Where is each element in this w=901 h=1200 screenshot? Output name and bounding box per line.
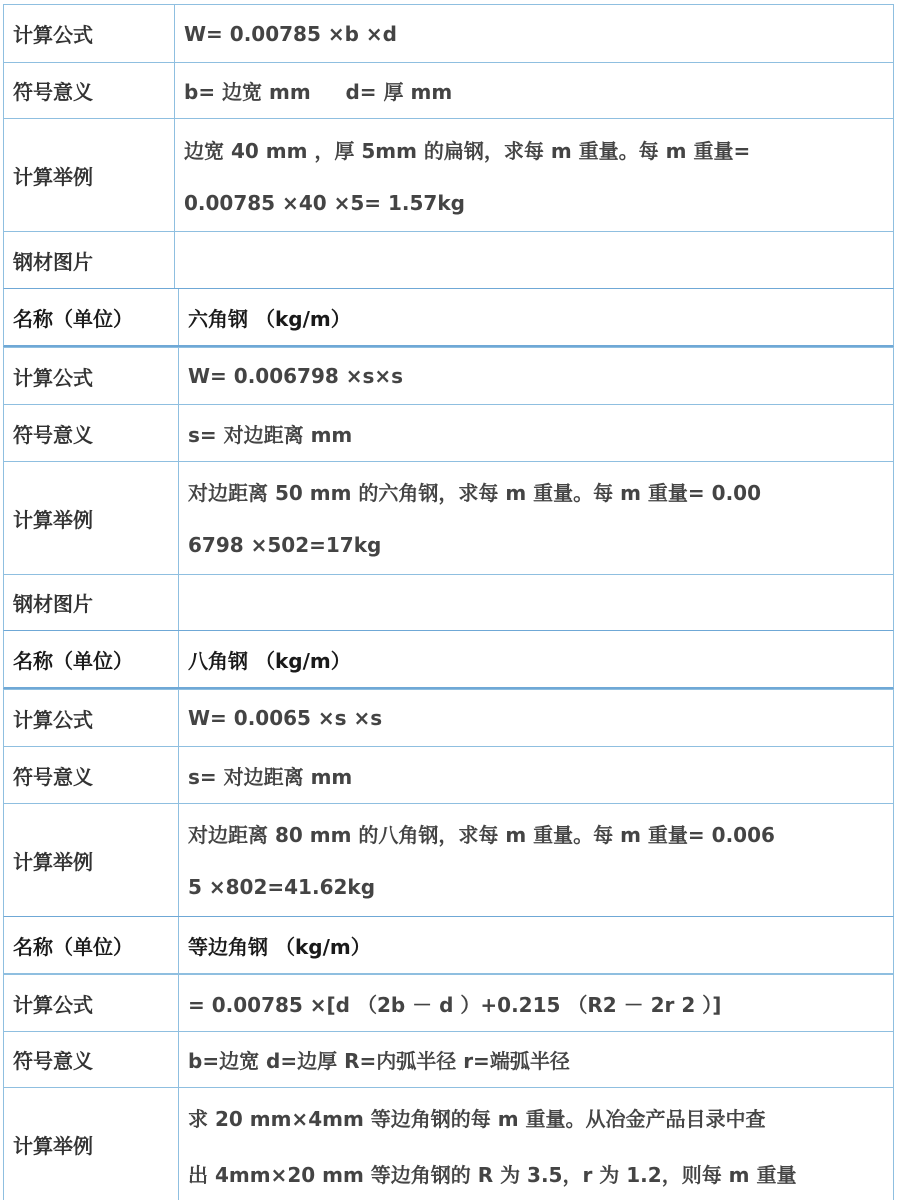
equal-angle-symbols-row	[3, 1031, 894, 1087]
row-label: 计算公式	[4, 348, 179, 404]
row-label: 计算举例	[4, 462, 179, 574]
row-label: 计算举例	[4, 1088, 179, 1200]
example-line-2: 0.00785 ×40 ×5= 1.57kg	[184, 191, 465, 215]
steel-name: 六角钢 （kg/m）	[188, 306, 351, 331]
image-cell	[175, 232, 893, 288]
oct-steel-formula-row	[3, 689, 894, 746]
example-value	[179, 804, 893, 916]
hex-steel-image-row	[3, 574, 894, 630]
row-label: 名称（单位）	[4, 631, 179, 687]
example-line-1: 对边距离 50 mm 的六角钢，求每 m 重量。每 m 重量= 0.00	[188, 481, 761, 505]
row-label: 钢材图片	[4, 232, 175, 288]
row-label: 符号意义	[4, 405, 179, 461]
steel-name: 等边角钢 （kg/m）	[188, 934, 371, 959]
row-label: 计算举例	[4, 119, 175, 231]
formula-value: W= 0.00785 ×b ×d	[184, 21, 397, 46]
row-label: 名称（单位）	[4, 289, 179, 345]
equal-angle-example-row	[3, 1087, 894, 1200]
steel-name: 八角钢 （kg/m）	[188, 648, 351, 673]
hex-steel-symbols-row	[3, 404, 894, 461]
flat-steel-example-row	[3, 118, 894, 231]
row-label: 符号意义	[4, 1032, 179, 1087]
example-line-2: 出 4mm×20 mm 等边角钢的 R 为 3.5，r 为 1.2，则每 m 重量	[188, 1163, 797, 1187]
example-line-1: 求 20 mm×4mm 等边角钢的每 m 重量。从冶金产品目录中查	[188, 1107, 766, 1131]
oct-steel-example-row	[3, 803, 894, 916]
example-value	[175, 119, 893, 231]
flat-steel-image-row	[3, 231, 894, 288]
example-line-2: 6798 ×502=17kg	[188, 533, 382, 557]
example-value	[179, 462, 893, 574]
symbols-text: b= 边宽 mm d= 厚 mm	[184, 80, 453, 104]
row-label: 计算举例	[4, 804, 179, 916]
symbols-value	[175, 63, 893, 118]
formula-value: W= 0.006798 ×s×s	[188, 364, 404, 388]
symbols-value: b=边宽 d=边厚 R=内弧半径 r=端弧半径	[188, 1049, 570, 1073]
row-label: 名称（单位）	[4, 917, 179, 973]
hex-steel-formula-row	[3, 347, 894, 404]
equal-angle-name-row	[3, 916, 894, 974]
flat-steel-formula-row	[3, 4, 894, 62]
hex-steel-example-row	[3, 461, 894, 574]
row-label: 符号意义	[4, 63, 175, 118]
example-line-1: 对边距离 80 mm 的八角钢，求每 m 重量。每 m 重量= 0.006	[188, 823, 775, 847]
example-value	[179, 1088, 893, 1200]
oct-steel-name-row	[3, 630, 894, 689]
oct-steel-symbols-row	[3, 746, 894, 803]
example-line-1: 边宽 40 mm ，厚 5mm 的扁钢，求每 m 重量。每 m 重量=	[184, 139, 751, 163]
formula-value: W= 0.0065 ×s ×s	[188, 706, 383, 730]
formula-value: = 0.00785 ×[d （2b － d ）+0.215 （R2 － 2r 2 ）]	[188, 992, 722, 1017]
symbols-value: s= 对边距离 mm	[188, 764, 353, 789]
row-label: 计算公式	[4, 975, 179, 1031]
row-label: 钢材图片	[4, 575, 179, 630]
equal-angle-formula-row	[3, 974, 894, 1031]
row-label: 计算公式	[4, 5, 175, 62]
image-cell	[179, 575, 893, 630]
flat-steel-symbols-row	[3, 62, 894, 118]
example-line-2: 5 ×802=41.62kg	[188, 875, 376, 899]
row-label: 符号意义	[4, 747, 179, 803]
symbols-value: s= 对边距离 mm	[188, 422, 353, 447]
row-label: 计算公式	[4, 690, 179, 746]
hex-steel-name-row	[3, 288, 894, 347]
